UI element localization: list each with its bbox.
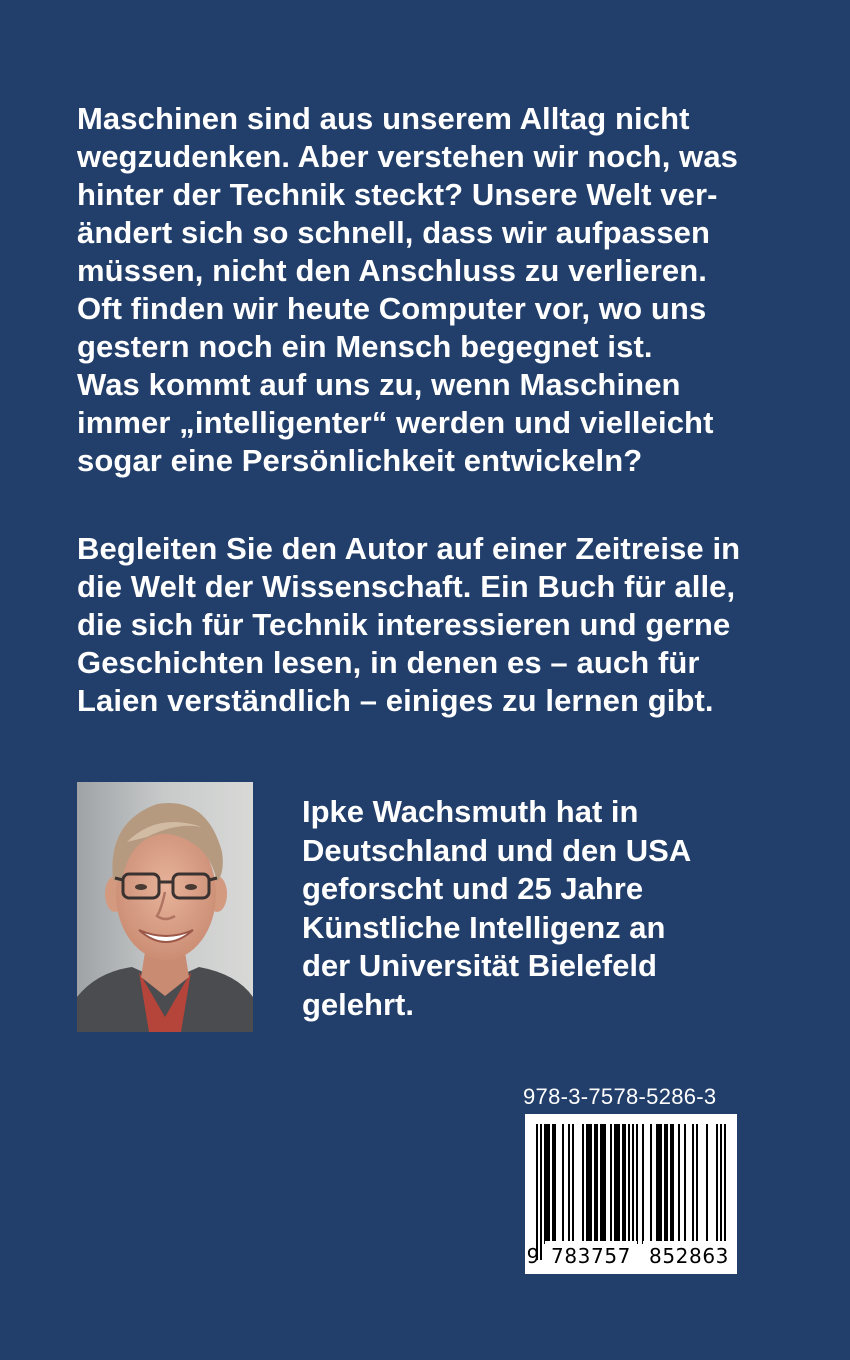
blurb-line: die Welt der Wissenschaft. Ein Buch für alle,: [77, 569, 736, 604]
barcode-bar: [660, 1124, 662, 1244]
barcode-group-2: 852863: [643, 1241, 735, 1273]
barcode-bar: [684, 1124, 686, 1244]
barcode-bar: [658, 1124, 660, 1244]
blurb-line: Was kommt auf uns zu, wenn Maschinen: [77, 367, 681, 402]
barcode-bar: [586, 1124, 588, 1244]
barcode-bar: [664, 1124, 666, 1244]
author-bio-line: geforscht und 25 Jahre: [302, 871, 644, 906]
author-portrait-illustration: [77, 782, 253, 1032]
barcode-lead-digit: 9: [526, 1244, 540, 1268]
blurb-line: wegzudenken. Aber verstehen wir noch, was: [77, 139, 739, 174]
blurb-line: ändert sich so schnell, dass wir aufpassen: [77, 215, 711, 250]
blurb-line: Laien verständlich – einiges zu lernen gibt.: [77, 683, 714, 718]
barcode-bar: [618, 1124, 620, 1244]
barcode-bar: [546, 1124, 548, 1244]
barcode-bar: [610, 1124, 612, 1244]
author-photo: [77, 782, 253, 1032]
blurb-paragraph-1: [77, 100, 738, 480]
barcode-bar: [572, 1124, 574, 1244]
blurb-line: hinter der Technik steckt? Unsere Welt ver-: [77, 177, 718, 212]
barcode-bar: [628, 1124, 630, 1260]
barcode-bar: [590, 1124, 592, 1244]
barcode-bar: [720, 1124, 722, 1260]
blurb-line: immer „intelligenter“ werden und vielleicht: [77, 405, 714, 440]
barcode-bar: [672, 1124, 674, 1244]
blurb-line: Oft finden wir heute Computer vor, wo uns: [77, 291, 707, 326]
barcode-bar: [562, 1124, 564, 1244]
barcode-bar: [568, 1124, 570, 1244]
barcode-bar: [554, 1124, 556, 1244]
author-bio-line: gelehrt.: [302, 986, 414, 1022]
isbn-number: 978-3-7578-5286-3: [523, 1084, 717, 1109]
barcode-group-1: 783757: [545, 1241, 637, 1273]
blurb-line: Maschinen sind aus unserem Alltag nicht: [77, 101, 690, 136]
author-bio-line: Deutschland und den USA: [302, 832, 692, 868]
author-bio: [302, 793, 691, 1024]
barcode-bar: [536, 1124, 538, 1260]
barcode-bar: [600, 1124, 602, 1244]
barcode-bar: [670, 1124, 672, 1244]
barcode-bar: [540, 1124, 542, 1260]
barcode-bar: [642, 1124, 644, 1244]
blurb-line: gestern noch ein Mensch begegnet ist.: [77, 329, 653, 364]
barcode-bar: [724, 1124, 726, 1260]
barcode-bar: [616, 1124, 618, 1244]
barcode-bar: [594, 1124, 596, 1244]
barcode-bar: [548, 1124, 550, 1244]
barcode-bar: [716, 1124, 718, 1244]
barcode-bar: [696, 1124, 698, 1244]
barcode-bar: [666, 1124, 668, 1244]
barcode-bar: [636, 1124, 638, 1244]
blurb-line: Begleiten Sie den Autor auf einer Zeitreise in: [77, 531, 741, 566]
barcode-bar: [604, 1124, 606, 1244]
isbn-barcode: [525, 1114, 737, 1274]
blurb-line: die sich für Technik interessieren und gerne: [77, 607, 731, 642]
barcode-bar: [624, 1124, 626, 1244]
barcode-bar: [706, 1124, 708, 1244]
blurb-paragraph-2: [77, 530, 740, 720]
barcode-bar: [632, 1124, 634, 1260]
author-bio-line: Künstliche Intelligenz an: [302, 909, 666, 945]
barcode-bar: [602, 1124, 604, 1244]
barcode-bar: [650, 1124, 652, 1244]
barcode-bar: [596, 1124, 598, 1244]
barcode-bar: [678, 1124, 680, 1244]
barcode-bar: [588, 1124, 590, 1244]
barcode-bar: [622, 1124, 624, 1244]
barcode-bar: [656, 1124, 658, 1244]
author-bio-line: der Universität Bielefeld: [302, 948, 657, 983]
blurb-line: sogar eine Persönlichkeit entwickeln?: [77, 443, 643, 478]
barcode-bar: [614, 1124, 616, 1244]
barcode-bar: [552, 1124, 554, 1244]
blurb-line: Geschichten lesen, in denen es – auch für: [77, 645, 700, 680]
author-bio-line: Ipke Wachsmuth hat in: [302, 794, 639, 829]
blurb-line: müssen, nicht den Anschluss zu verlieren.: [77, 253, 708, 288]
barcode-digits: [525, 1241, 737, 1273]
barcode-bar: [692, 1124, 694, 1244]
barcode-bar: [582, 1124, 584, 1244]
barcode-bar: [544, 1124, 546, 1244]
